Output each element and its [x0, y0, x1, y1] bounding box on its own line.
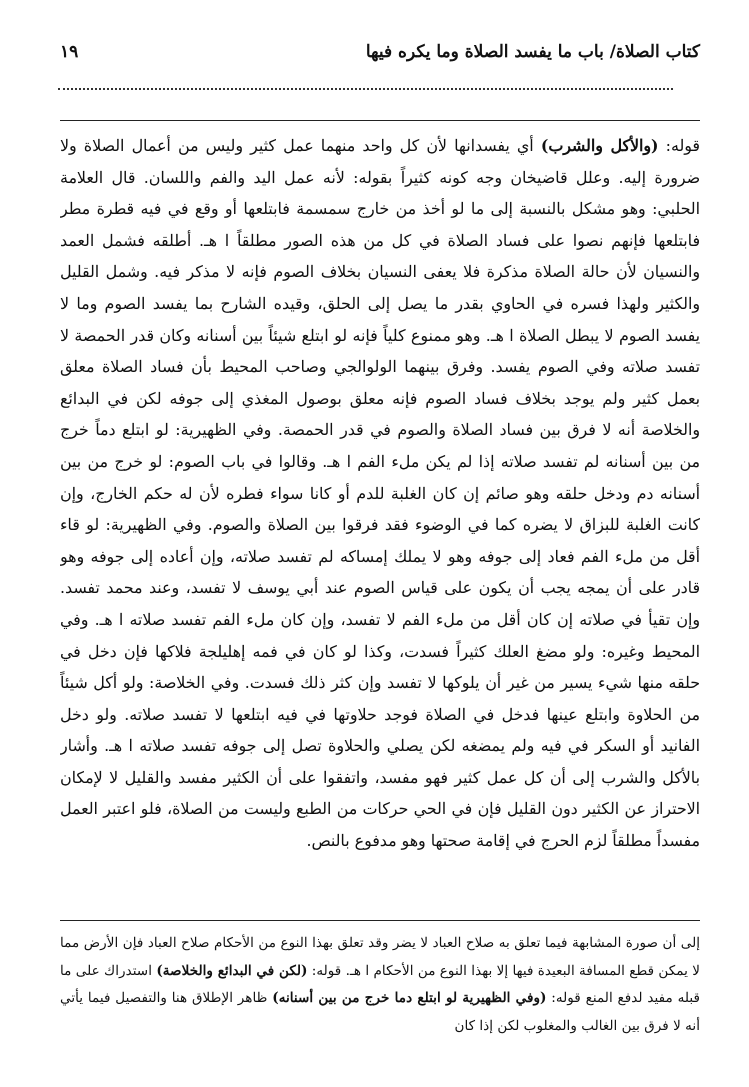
footnote-quote-1: (لكن في البدائع والخلاصة) [156, 962, 308, 979]
footnote [60, 930, 700, 1080]
page-header [60, 42, 700, 82]
dotted-separator [58, 88, 673, 90]
lead-quote: (والأكل والشرب) [540, 136, 659, 155]
footnote-part-1: إلى أن صورة المشابهة فيما تعلق به صلاح العباد لا يضر وقد تعلق بهذا النوع من الأحكام صلاح العباد فإن الأرض مما لا يمكن قطع المسافة البعيدة فيها إلا بهذا النوع من الأحكام ا هـ. قوله: [60, 935, 700, 979]
page-number: ١٩ [60, 42, 79, 62]
footnote-part-3: ظاهر الإطلاق هنا والتفصيل فيما يأتي أنه لا فرق بين الغالب والمغلوب لكن إذا كان [60, 990, 700, 1034]
running-title: كتاب الصلاة/ باب ما يفسد الصلاة وما يكره فيها [365, 42, 700, 62]
header-rule [60, 120, 700, 121]
main-text [60, 130, 700, 910]
footnote-part-2: استدراك على ما قبله مفيد لدفع المنع قوله: [60, 962, 700, 1006]
lead-word: قوله: [665, 136, 700, 155]
main-paragraph: أي يفسدانها لأن كل واحد منهما عمل كثير وليس من أعمال الصلاة ولا ضرورة إليه. وعلل قاضيخان وجه كونه كثيراً بقوله: لأنه عمل اليد والفم واللسان. قال العلامة الحلبي: وهو مشكل بالنسبة إلى ما لو أخذ من خارج سمسمة فابتلعها أو وقع في فيه قطرة مطر فابتلعها فإنهم نصوا على فساد الصلاة في كل من هذه الصور مطلقاً ا هـ. أطلقه فشمل العمد والنسيان لأن حالة الصلاة مذكرة فلا يعفى النسيان بخلاف الصوم فإنه لا مذكر فيه. وشمل القليل والكثير ولهذا فسره في الحاوي بقدر ما يصل إلى الحلق، وقيده الشارح بما يفسد الصوم وما لا يفسد الصوم لا يبطل الصلاة ا هـ. وهو ممنوع كلياً فإنه لو ابتلع شيئاً بين أسنانه وكان قدر الحمصة لا تفسد صلاته وفي الصوم يفسد. وفرق بينهما الولوالجي وصاحب المحيط بأن فساد الصلاة معلق بعمل كثير ولم يوجد بخلاف فساد الصوم فإنه معلق بوصول المغذي إلى جوفه لكن في البدائع والخلاصة أنه لا فرق بين فساد الصلاة والصوم في قدر الحمصة. وفي الظهيرية: لو ابتلع دماً خرج من بين أسنانه لم تفسد صلاته إذا لم يكن ملء الفم ا هـ. وقالوا في باب الصوم: لو خرج من بين أسنانه دم ودخل حلقه وهو صائم إن كان الغلبة للدم أو كانا سواء فطره لأن له حكم الخارج، وإن كانت الغلبة للبزاق لا يضره كما في الوضوء فقد فرقوا بين الصلاة والصوم. وفي الظهيرية: لو قاء أقل من ملء الفم فعاد إلى جوفه وهو لا يملك إمساكه لم تفسد صلاته، وإن أعاده إلى جوفه وهو قادر على أن يمجه يجب أن يكون على قياس الصوم عند أبي يوسف لا تفسد، وعند محمد تفسد. وإن تقيأ في صلاته إن كان أقل من ملء الفم لا تفسد، وإن كان ملء الفم تفسد صلاته ا هـ. وفي المحيط وغيره: ولو مضغ العلك كثيراً فسدت، وكذا لو كان في فمه إهليلجة فلاكها فإن دخل في حلقه منها شيء يسير من غير أن يلوكها لا تفسد وإن كثر ذلك فسدت. وفي الخلاصة: ولو أكل شيئاً من الحلاوة وابتلع عينها فدخل في الصلاة فوجد حلاوتها في فيه ابتلعها لا تفسد صلاته. ولو دخل الفانيد أو السكر في فيه ولم يمضغه لكن يصلي والحلاوة تصل إلى جوفه تفسد صلاته ا هـ. وأشار بالأكل والشرب إلى أن كل عمل كثير فهو مفسد، واتفقوا على أن الكثير مفسد والقليل لا لإمكان الاحتراز عن الكثير دون القليل فإن في الحي حركات من الطبع وليست من الصلاة، فلو اعتبر العمل مفسداً مطلقاً لزم الحرج في إقامة صحتها وهو مدفوع بالنص. [60, 136, 700, 851]
footnote-quote-2: (وفي الظهيرية لو ابتلع دما خرج من بين أسنانه) [272, 990, 547, 1006]
footnote-rule [60, 920, 700, 921]
